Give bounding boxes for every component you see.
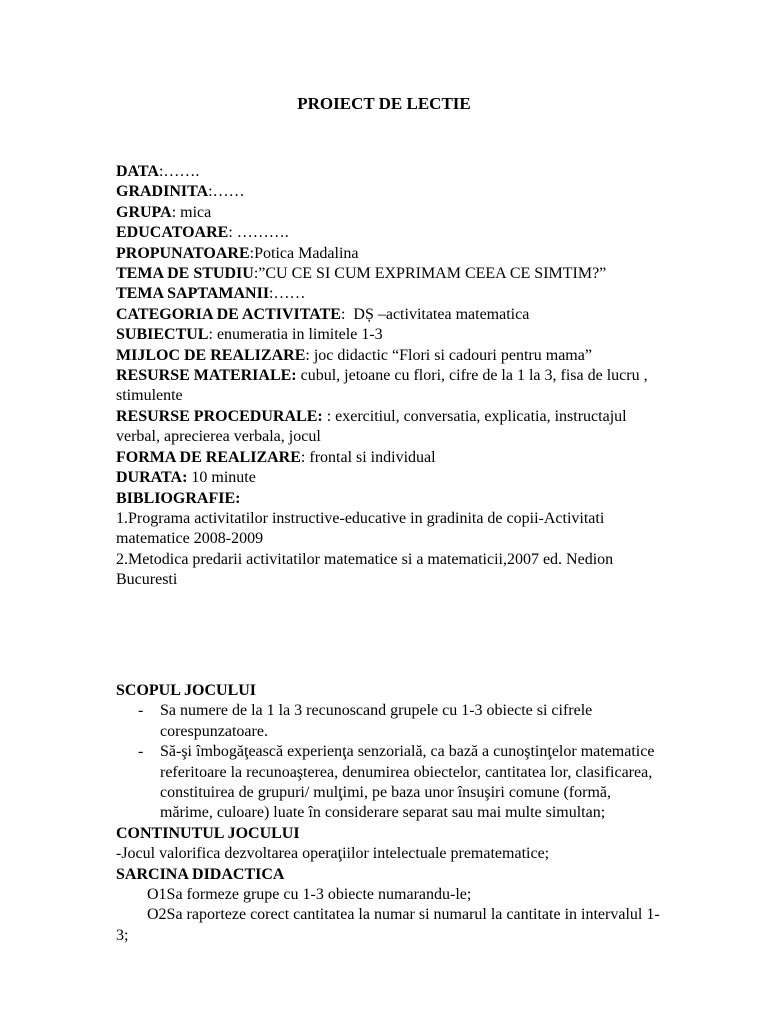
continutul-heading: CONTINUTUL JOCULUI (116, 824, 300, 842)
field-value: ……. (163, 163, 200, 180)
field-value: : exercitiul, conversatia, explicatia, instructajul verbal, aprecierea verbala, jocul (116, 407, 627, 446)
field-mijloc: MIJLOC DE REALIZARE: joc didactic “Flori si cadouri pentru mama” (116, 346, 592, 364)
field-value: …… (212, 183, 245, 201)
dash-bullet: - (138, 702, 144, 720)
field-value: Potica Madalina (254, 244, 359, 262)
lesson-info (116, 162, 661, 591)
field-value: DȘ –activitatea matematica (353, 305, 530, 323)
field-label: SUBIECTUL (116, 326, 209, 344)
bibliography-item: 1.Programa activitatilor instructive-educative in gradinita de copii-Activitati matematice 2008-2009 (116, 509, 605, 548)
field-resurse-procedurale (116, 407, 661, 448)
sarcina-heading: SARCINA DIDACTICA (116, 865, 285, 883)
bibliography-item: 2.Metodica predarii activitatilor matematice si a matematicii,2007 ed. Nedion Bucuresti (116, 550, 614, 589)
list-item: - Să-şi îmbogăţească experienţa senzorială, ca bază a cunoştinţelor matematice referitoare la recunoaşterea, denumirea obiectelor, cantitatea lor, clasificarea, constituirea de grupuri/ mulţimi, pe baza unor însuşiri comune (formă, mărime, culoare) luate în considerare separat sau mai multe simultan; (138, 743, 655, 822)
field-label: TEMA SAPTAMANII (116, 285, 270, 303)
bibliography-heading: BIBLIOGRAFIE: (116, 489, 241, 507)
field-label: RESURSE MATERIALE: (116, 367, 297, 385)
field-forma: FORMA DE REALIZARE: frontal si individual (116, 448, 436, 466)
field-value: frontal si individual (309, 448, 436, 466)
field-value: enumeratia in limitele 1-3 (216, 326, 383, 344)
field-label: RESURSE PROCEDURALE: (116, 407, 323, 425)
field-value: 10 minute (191, 469, 256, 487)
field-value: cubul, jetoane cu flori, cifre de la 1 la 3, fisa de lucru , stimulente (116, 367, 648, 405)
field-label: DURATA: (116, 469, 188, 487)
field-data: DATA:……. (116, 163, 200, 180)
field-value: mica (180, 203, 212, 221)
field-label: MIJLOC DE REALIZARE (116, 346, 306, 364)
field-durata (116, 468, 661, 488)
field-label: TEMA DE STUDIU (116, 265, 254, 283)
field-label: PROPUNATOARE (116, 244, 250, 262)
scopul-list (116, 701, 661, 823)
field-categoria: CATEGORIA DE ACTIVITATE: DȘ –activitatea matematica (116, 305, 530, 323)
game-section (116, 681, 661, 946)
field-label: DATA (116, 163, 159, 180)
field-tema-saptamanii: TEMA SAPTAMANII:…… (116, 285, 306, 303)
field-label: CATEGORIA DE ACTIVITATE (116, 305, 341, 323)
field-subiectul: SUBIECTUL: enumeratia in limitele 1-3 (116, 326, 383, 344)
field-value: ………. (236, 224, 289, 242)
field-label: EDUCATOARE (116, 224, 229, 242)
list-item: - Sa numere de la 1 la 3 recunoscand grupele cu 1-3 obiecte si cifrele corespunzatoare. (138, 702, 593, 740)
continutul-text: -Jocul valorifica dezvoltarea operaţiilor intelectuale prematematice; (116, 845, 550, 863)
field-label: GRUPA (116, 203, 172, 221)
field-educatoare: EDUCATOARE: ………. (116, 224, 289, 242)
field-gradinita: GRADINITA:…… (116, 183, 245, 201)
objective-o1: O1Sa formeze grupe cu 1-3 obiecte numarandu-le; (147, 886, 472, 904)
field-resurse-materiale (116, 366, 661, 407)
field-value: ”CU CE SI CUM EXPRIMAM CEEA CE SIMTIM?” (258, 265, 607, 283)
field-tema-de-studiu: TEMA DE STUDIU:”CU CE SI CUM EXPRIMAM CEEA CE SIMTIM?” (116, 265, 607, 283)
field-value: joc didactic “Flori si cadouri pentru mama” (313, 346, 592, 364)
field-label: FORMA DE REALIZARE (116, 448, 301, 466)
field-label: GRADINITA (116, 183, 209, 201)
field-propunatoare: PROPUNATOARE:Potica Madalina (116, 244, 359, 262)
field-grupa: GRUPA: mica (116, 203, 212, 221)
field-value: …… (273, 285, 306, 303)
page-title: PROIECT DE LECTIE (297, 94, 471, 113)
objective-o2: O2Sa raporteze corect cantitatea la numar si numarul la cantitate in intervalul 1-3; (116, 906, 660, 944)
scopul-heading: SCOPUL JOCULUI (116, 682, 257, 699)
dash-bullet: - (138, 743, 144, 761)
